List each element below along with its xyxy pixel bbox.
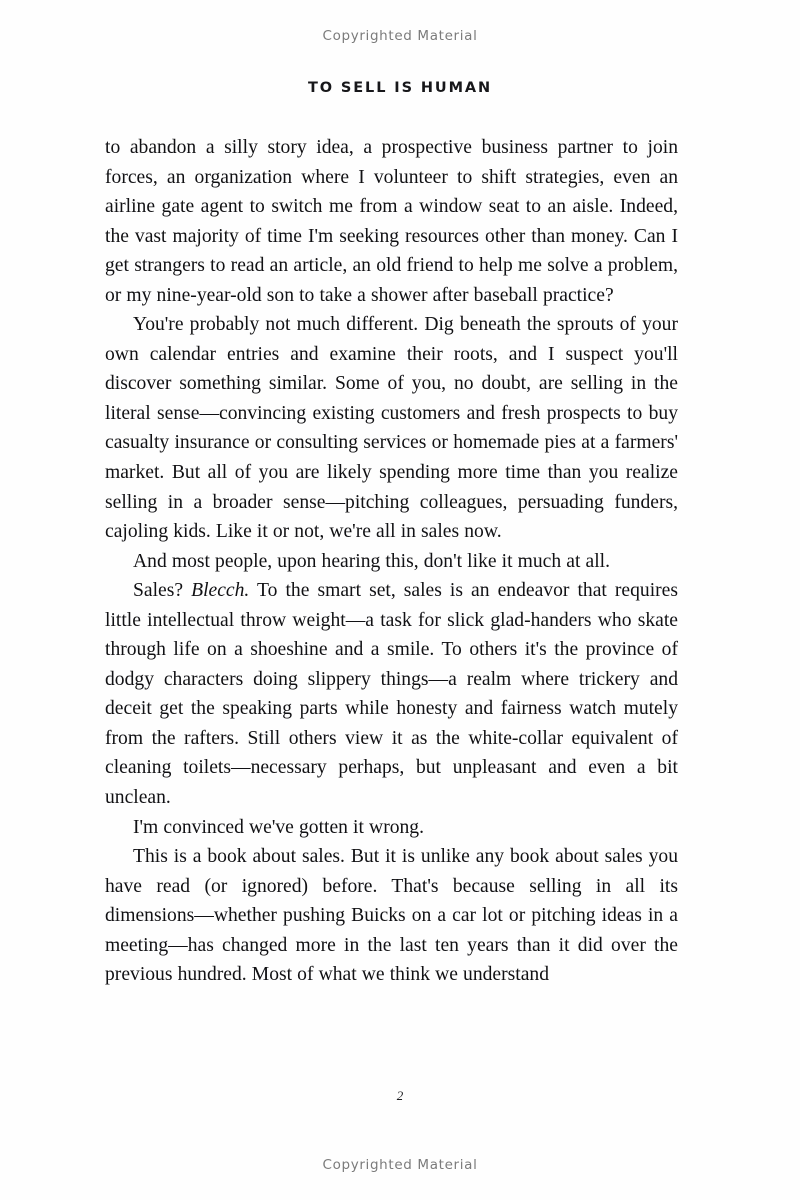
paragraph-6: This is a book about sales. But it is unlike any book about sales you have read (or ignored) before. That's because selling in all its dimensions—whether pushing Buicks on a car lot or pitching ideas in a meeting—has changed more in the last ten years than it did over the previous hundred. Most of what we think we understand <box>105 846 678 986</box>
paragraph-4-remainder: To the smart set, sales is an endeavor that requires little intellectual throw weight—a task for slick glad-handers who skate through life on a shoeshine and a smile. To others it's the province of dodgy characters doing slippery things—a realm where trickery and deceit get the speaking parts while honesty and fairness watch mutely from the rafters. Still others view it as the white-collar equivalent of cleaning toilets—necessary perhaps, but unpleasant and even a bit unclean. <box>105 580 679 809</box>
paragraph-4-italic-blecch: Blecch. <box>191 580 250 602</box>
paragraph-4 <box>105 576 678 812</box>
body-text-block <box>105 133 678 990</box>
paragraph-2: You're probably not much different. Dig beneath the sprouts of your own calendar entries and examine their roots, and I suspect you'll discover something similar. Some of you, no doubt, are selling in the literal sense—convincing existing customers and fresh prospects to buy casualty insurance or consulting services or homemade pies at a farmers' market. But all of you are likely spending more time than you realize selling in a broader sense—pitching colleagues, persuading funders, cajoling kids. Like it or not, we're all in sales now. <box>105 314 678 543</box>
page-number-folio: 2 <box>396 1088 404 1103</box>
copyright-watermark-bottom: Copyrighted Material <box>322 1157 478 1173</box>
copyright-watermark-top: Copyrighted Material <box>322 28 478 44</box>
running-head-title: TO SELL IS HUMAN <box>307 80 493 96</box>
paragraph-5: I'm convinced we've gotten it wrong. <box>133 816 425 838</box>
paragraph-4-lead-in: Sales? <box>133 580 192 602</box>
paragraph-1: to abandon a silly story idea, a prospective business partner to join forces, an organization where I volunteer to shift strategies, even an airline gate agent to switch me from a window seat to an aisle. Indeed, the vast majority of time I'm seeking resources other than money. Can I get strangers to read an article, an old friend to help me solve a problem, or my nine-year-old son to take a shower after baseball practice? <box>105 137 678 306</box>
paragraph-3: And most people, upon hearing this, don't like it much at all. <box>133 550 610 572</box>
